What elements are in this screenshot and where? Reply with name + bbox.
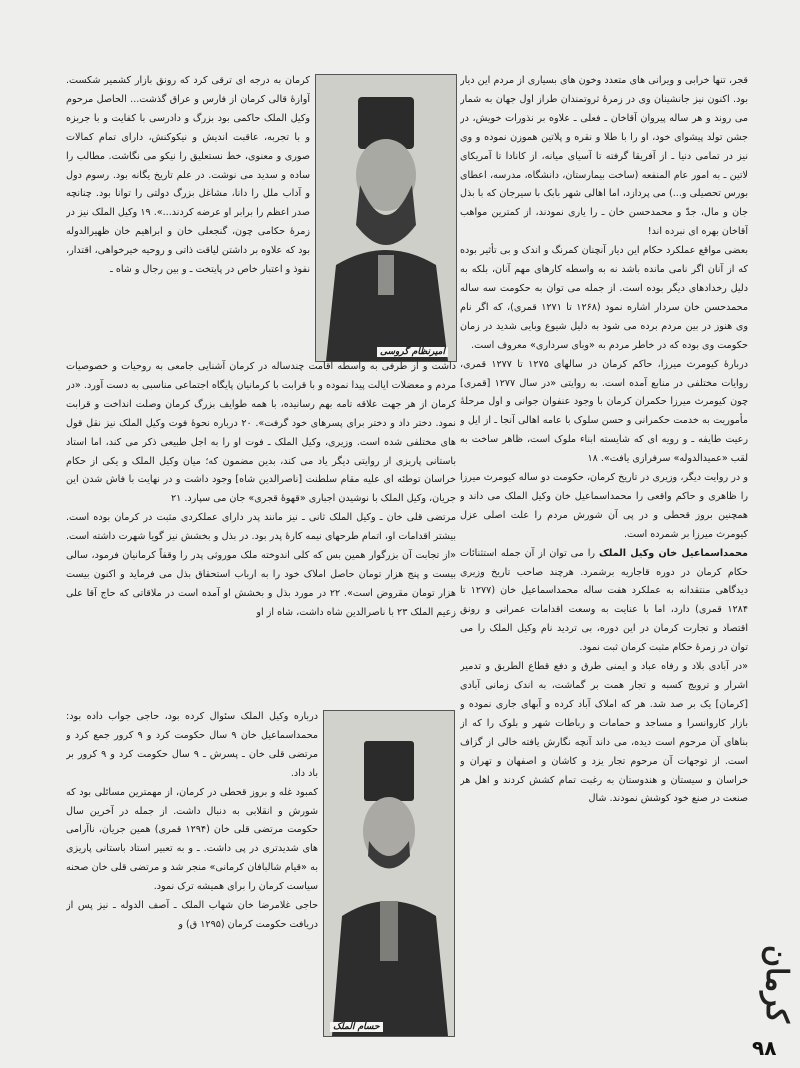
portrait-illustration [316,75,456,361]
page-number: ۹۸ [752,1036,777,1060]
paragraph: حاجی غلامرضا خان شهاب الملک ـ آصف الدوله ـ نیز پس از دریافت حکومت کرمان (۱۲۹۵ ق) و [66,900,318,930]
section-heading: محمداسماعیل خان وکیل الملک [598,547,748,559]
paragraph-text: را می توان از آن جمله استثنائات حکام کرمان در دوره قاجاریه برشمرد. هرچند صاحب تاریخ وزیری دیدگاهی منتقدانه به عملکرد هفت ساله محمداسماعیل خان (۱۲۷۷ تا ۱۲۸۴ قمری) دارد، اما با عنایت به وسعت اقدامات عمرانی و رونق اقتصاد و تجارت کرمان در این دوره، بی تردید نام وکیل الملک را می توان در زمرهٔ حکام مثبت کرمان ثبت نمود. [460,547,748,654]
text-column-left-bottom [66,708,318,1044]
photo-caption: حسام الملک [330,1022,383,1032]
paragraph: و در روایت دیگر، وزیری در تاریخ کرمان، حکومت دو ساله کیومرث میرزا را ظاهری و حاکم واقعی را محمداسماعیل خان وکیل الملک می داند و همچنین بروز قحطی و در پی آن شورش مردم را علت اصلی عزل کیومرث میرزا بر شمرده است. [460,472,748,540]
paragraph: «در آبادی بلاد و رفاه عباد و ایمنی طرق و دفع قطاع الطریق و تدمیر اشرار و ترویج کسبه و تجار همت بر گماشت، به اندک زمانی آبادی [کرمان] یک بر صد شد. هر که املاک آباد کرده و آبهای جاری نموده و بازار کاروانسرا و مساجد و حمامات و رباطات شهر و بلوک را که از بناهای آن مرحوم است دیده، می داند آنچه نگارش یافته خالی از گزاف است. از توجهات آن مرحوم تجار یزد و کاشان و اصفهان و تهران و خراسان و سیستان و هندوستان به رغبت تمام کشش کردند و اهل هر صنعت در صنع خود کوشش نمودند. شال [460,661,748,805]
photo-caption: امیرنظام گروسی [377,347,448,357]
magazine-logo: کرمان [759,944,794,1024]
text-column-left-wide [66,358,456,698]
paragraph: مرتضی قلی خان ـ وکیل الملک ثانی ـ نیز مانند پدر دارای عملکردی مثبت در کرمان بوده است. بیشتر اقدامات او، اتمام طرحهای نیمه کارهٔ پدر بود. در بذل و بخشش نیز گویا شهرت داشته است. «از تجابت آن بزرگوار همین بس که کلی اندوخته ملک موروثی پدر را وقفاً کرمانیان فرمود، سالی بیست و پنج هزار تومان حاصل املاک خود را به ارباب استحقاق بذل می فرماید و اکنون بیست هزار تومان مقروض است». ۲۲ در مورد بذل و بخشش او آمده است در ملاقاتی که حاج آقا علی زعیم الملک ۲۳ با ناصرالدین شاه داشت، شاه از او [66,512,456,618]
portrait-photo-bottom [323,710,455,1037]
paragraph: کرمان به درجه ای ترقی کرد که رونق بازار کشمیر شکست. آوازهٔ قالی کرمان از فارس و عراق گذشت... الحاصل مرحوم وکیل الملک حاکمی بود بزرگ و دادرسی با کفایت و با جربزه و با تجربه، عاقبت اندیش و نیکوکنش، دارای تمام کمالات صوری و معنوی، خط نستعلیق را نیکو می نگاشت. مطالب را ساده و سدید می نوشت. در علم تاریخ یگانه بود. رسوم دول و آداب ملل را دانا، مشاغل بزرگ دولتی را توانا بود. چنانچه صدر اعظم را برابر او عرضه کردند...». ۱۹ وکیل الملک نیز در زمرهٔ حکامی چون، گنجعلی خان و ابراهیم خان ظهیرالدوله بود که علاوه بر داشتن لیاقت ذاتی و روحیه خیرخواهی، اقتدار، نفوذ و اعتبار خاص در پایتخت ـ و بین رجال و شاه ـ [66,75,310,276]
paragraph: بعضی مواقع عملکرد حکام این دیار آنچنان کمرنگ و اندک و بی تأثیر بوده که از آنان اگر نامی مانده باشد نه به واسطه کارهای مهم آنان، بلکه به دلیل رخدادهای دیگر بوده است. از جمله می توان به حکومت سه ساله محمدحسن خان سردار اشاره نمود (۱۲۶۸ تا ۱۲۷۱ قمری)، که اگر نام وی هنوز در بین مردم برده می شود به دلیل شیوع وبایی شدید در زمان حکومت وی بوده که در خاطر مردم به «وبای سرداری» معروف است. [460,245,748,351]
paragraph: دربارهٔ کیومرث میرزا، حاکم کرمان در سالهای ۱۲۷۵ تا ۱۲۷۷ قمری، روایات مختلفی در منابع آمده است. به روایتی «در سال ۱۲۷۷ [قمری] چون کیومرث میرزا حکمران کرمان با وجود عنفوان جوانی و اول مرحلهٔ مأموریت به خدمت حکمرانی و حسن سلوک با عامه اهالی آنجا ـ از ایل و رعیت طایفه ـ و رویه ای که شایسته ابناء ملوک است، ظاهر ساخت به لقب «عمیدالدوله» سرفرازی یافت». ۱۸ [460,358,748,465]
paragraph: قجر، تنها خرابی و ویرانی های متعدد وخون های بسیاری از مردم این دیار بود. اکنون نیز جانشینان وی در زمرهٔ ثروتمندان طراز اول جهان به شمار می روند و هر ساله پیروان آقاخان ـ فعلی ـ علاوه بر نذورات خویش، در جشن تولد پیشوای خود، او را با طلا و نقره و پلاتین هموزن نموده و وی نیز در تمامی دنیا ـ از آفریقا گرفته تا آسیای میانه، از کانادا تا آمریکای لاتین ـ به امور عام المنفعه (ساخت بیمارستان، دانشگاه، مدرسه، اعطای بورس تحصیلی و...) می پردازد، اما اهالی شهر بابک با سیرجان که با بذل جان و مال، جدّ و محمدحسن خان ـ را یاری نمودند، از کمترین مواهب آقاخان بهره ای نبرده اند! [460,75,748,238]
text-column-right [460,72,748,1042]
paragraph: داشت و از طرفی به واسطه اقامت چندساله در کرمان آشنایی جامعی به روحیات و خصوصیات مردم و معضلات ایالت پیدا نموده و با قرابت با کرمانیان پایگاه اجتماعی مناسبی به دست آورد. «در کرمان از هر جهت علاقه تامه بهم رسانیده، با همه طوایف بزرگ کرمان وصلت انداخت و قرابت نمود. دختر داد و دختر برای پسرهای خود گرفت». ۲۰ درباره نحوهٔ فوت وکیل الملک نیز نقل قول های مختلفی شده است. وزیری، وکیل الملک ـ فوت او را به اجل طبیعی ذکر می کند، اما استاد باستانی پاریزی از روایتی دیگر یاد می کند، بدین مضمون که؛ میان وکیل الملک و یکی از حکام خراسان توطئه ای علیه مقام سلطنت [ناصرالدین شاه] وجود داشت و در نهایت با فاش شدن این جریان، وکیل الملک با نوشیدن اجباری «قهوهٔ قجری» جان می سپارد. ۲۱ [66,361,456,505]
paragraph: درباره وکیل الملک سئوال کرده بود، حاجی جواب داده بود: محمداسماعیل خان ۹ سال حکومت کرد و ۹ کرور جمع کرد و مرتضی قلی خان ـ پسرش ـ ۹ سال حکومت کرد و ۹ کرور بر باد داد. [66,711,318,779]
portrait-illustration [324,711,454,1036]
portrait-photo-top [315,74,457,362]
paragraph-with-heading [460,545,748,658]
paragraph: کمبود غله و بروز قحطی در کرمان، از مهمترین مسائلی بود که شورش و انقلابی به دنبال داشت. از جمله در آخرین سال حکومت مرتضی قلی خان (۱۲۹۴ قمری) همین جریان، ناآرامی های شدیدتری در پی داشت. ـ و به تعبیر استاد باستانی پاریزی به «قیام شالبافان کرمانی» منجر شد و مرتضی قلی خان صحنه سیاست کرمان را برای همیشه ترک نمود. [66,786,318,893]
text-column-left-top [66,72,310,357]
